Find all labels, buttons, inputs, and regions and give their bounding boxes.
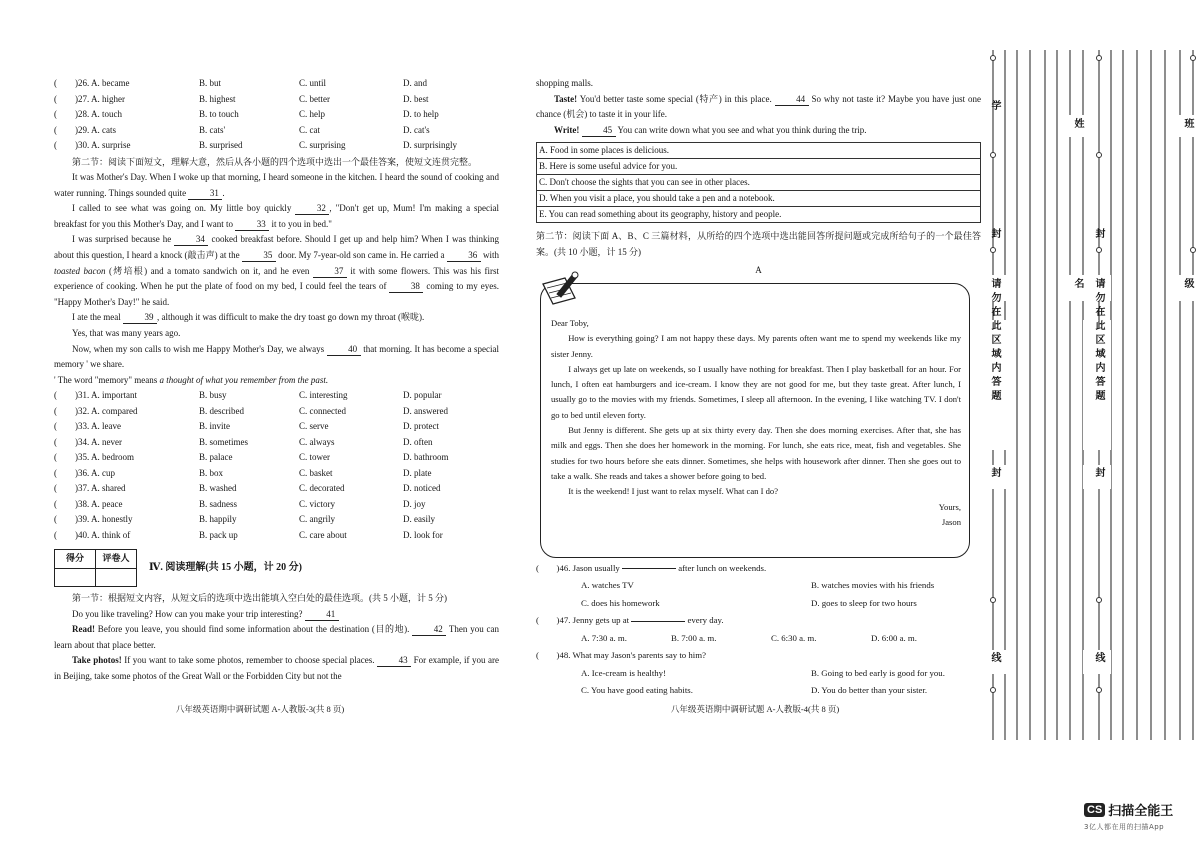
option-row [54, 528, 499, 544]
option-row [54, 450, 499, 466]
option-stem-a: ( )39. A. honestly [54, 514, 133, 525]
notepad-pencil-icon [535, 270, 585, 310]
option-b: B. to touch [199, 109, 239, 119]
option-d: D. often [403, 436, 433, 447]
letter-content: Dear Toby, How is everything going? I am not happy these days. My parents often want me to spend my weekends like my sister Jenny. I always get up late on weekends, so I usually have nothing for breakfast. Then I play basketball for an hour. For lunch, I often eat hamburgers and ice-cream. I know they are not good for me, but they taste great. After lunch, I usually go to the movies with my friends. Sometimes, I sleep all afternoon. In the evening, I like watching TV. I don't go to bed until eleven forty. But Jenny is different. She gets up at six thirty every day. Then she does morning exercises. After that, she has milk and eggs. Then she does her homework in the morning. For lunch, she eats rice, meat, fish and vegetables. She studies for two hours before she eats dinner. Sometimes, she helps with housework after dinner. Then she goes out to take a walk. She reads and takes a shower before going to bed. It is the weekend! I just want to relax myself. What can I do? Yours, Jason [551, 316, 961, 530]
binding-strip [975, 0, 1200, 847]
option-c: C. angrily [299, 514, 335, 525]
class-label: 班 [1182, 118, 1193, 132]
id-label: 学 [989, 100, 1000, 114]
option-d: D. easily [403, 514, 435, 525]
option-d: D. noticed [403, 483, 441, 494]
option-b: B. invite [199, 421, 230, 432]
option-b: B. cats' [199, 124, 226, 135]
option-b: B. sometimes [199, 436, 248, 447]
name-label-2: 名 [1072, 278, 1083, 292]
option-stem-a: ( )38. A. peace [54, 498, 123, 509]
option-row [54, 76, 499, 92]
option-stem-a: ( )35. A. bedroom [54, 452, 134, 463]
option-stem-a: ( )28. A. touch [54, 109, 122, 119]
option-stem-a: ( )29. A. cats [54, 124, 116, 135]
warning-text-1: 请勿在此区域内答题 [989, 278, 1000, 404]
option-b: B. sadness [199, 498, 237, 509]
option-row [54, 435, 499, 451]
option-stem-a: ( )30. A. surprise [54, 140, 131, 150]
question-46: ( )46. Jason usually after lunch on weekends. [536, 562, 767, 573]
right-page [520, 0, 990, 847]
left-page-footer: 八年级英语期中调研试题 A-人教版-3(共 8 页) [175, 704, 345, 714]
question-48: ( )48. What may Jason's parents say to him? [536, 650, 706, 661]
option-b: B. palace [199, 452, 233, 463]
seal-label: 封 [989, 228, 1000, 242]
seal-label-2: 封 [1093, 228, 1104, 242]
option-stem-a: ( )40. A. think of [54, 529, 131, 540]
option-b: B. busy [199, 390, 227, 401]
option-row [54, 466, 499, 482]
option-d: D. protect [403, 421, 439, 432]
question-47: ( )47. Jenny gets up at every day. [536, 615, 724, 626]
option-c: C. interesting [299, 390, 348, 401]
options-26-30 [54, 76, 499, 154]
class-label-2: 级 [1182, 278, 1193, 292]
option-a: A. Food in some places is delicious. [537, 143, 980, 159]
option-b: B. box [199, 467, 224, 478]
left-column [54, 76, 499, 685]
option-stem-a: ( )33. A. leave [54, 421, 121, 432]
option-b: B. Here is some useful advice for you. [537, 159, 980, 175]
letter-greeting: Dear Toby, [551, 318, 589, 328]
option-c: C. help [299, 109, 325, 119]
letter-signature: Jason [941, 516, 961, 527]
option-b: B. washed [199, 483, 237, 494]
option-stem-a: ( )36. A. cup [54, 467, 115, 478]
section4-title: Ⅳ. 阅读理解(共 15 小题，计 20 分) [149, 562, 303, 574]
option-b: B. but [199, 78, 222, 88]
warning-text-2: 请勿在此区域内答题 [1093, 278, 1104, 404]
option-stem-a: ( )32. A. compared [54, 405, 138, 416]
grader-label: 评卷人 [96, 550, 137, 569]
options-31-40 [54, 388, 499, 543]
right-page-footer: 八年级英语期中调研试题 A-人教版-4(共 8 页) [670, 704, 840, 714]
option-e: E. You can read something about its geography, history and people. [539, 209, 782, 220]
option-row [54, 138, 499, 154]
option-c: C. victory [299, 498, 335, 509]
option-d: D. When you visit a place, you should take a pen and a notebook. [537, 191, 980, 207]
option-d: D. popular [403, 390, 442, 401]
option-b: B. described [199, 405, 244, 416]
option-row [54, 92, 499, 108]
option-d: D. surprisingly [403, 140, 457, 150]
option-d: D. and [403, 78, 427, 88]
option-d: D. cat's [403, 124, 430, 135]
option-stem-a: ( )26. A. became [54, 78, 130, 88]
option-c: C. basket [299, 467, 333, 478]
binding-lines [975, 40, 1200, 800]
score-section [54, 549, 499, 587]
right-column-top: shopping malls. Taste! You'd better taste some special (特产) in this place. 44 So why not taste it? Maybe you have just one chance (机会) to taste it in your life. Write! 45 You can write down what you see and what you think during the trip. A. Food in some places is delicious. B. Here is some useful advice for you. C. Don't choose the sights that you can see in other places. D. When you visit a place, you should take a pen and a notebook. E. You can read something about its geography, history and people. 第二节：阅读下面 A、B、C 三篇材料，从所给的四个选项中选出能回答所提问题或完成所给句子的一个最佳答案。(共 10 小题，计 15 分) A [536, 76, 981, 278]
option-stem-a: ( )27. A. higher [54, 93, 125, 104]
option-c: C. Don't choose the sights that you can see in other places. [537, 175, 980, 191]
letter-closing: Yours, [938, 501, 961, 512]
camscanner-logo [1084, 800, 1173, 832]
travel-passage: Do you like traveling? How can you make your trip interesting? 41 Read! Before you leave, you should find some information about the destination (目的地). 42 Then you can learn about that place better. Take photos! If you want to take some photos, remember to choose special places. 43 For example, if you are in Beijing, take some photos of the Great Wall or the Forbidden City but not the [54, 608, 500, 681]
option-row [54, 388, 499, 404]
option-d: D. to help [403, 109, 439, 119]
options-box-41-45 [536, 142, 981, 223]
option-c: C. cat [299, 124, 320, 135]
option-row [54, 481, 499, 497]
seal-mark: 封 [989, 467, 1000, 481]
option-stem-a: ( )31. A. important [54, 390, 137, 401]
letter-box [540, 283, 970, 558]
mothers-day-passage: It was Mother's Day. When I woke up that morning, I heard someone in the kitchen. I heard the sound of cooking and water running. Things sounded quite 31 . I called to see what was going on. My little boy quickly 32 , "Don't get up, Mum! I'm making a special breakfast for you this Mother's Day, and I want to 33 it to you in bed." I was surprised because he 34 cooked breakfast before. Should I get up and help him? When I was thinking about this question, I heard a knock (敲击声) at the 35 door. My 7-year-old son came in. He carried a 36 with toasted bacon (烤培根) and a tomato sandwich on it, and he even 37 it with some flowers. This was his first experience of cooking. When he put the plate of food on my bed, I could feel the tears of 38 coming to my eyes. "Happy Mother's Day!" he said. I ate the meal 39 , although it was difficult to make the dry toast go down my throat (喉咙). Yes, that was many years ago. Now, when my son calls to wish me Happy Mother's Day, we always 40 that morning. It has become a special memory ' we share. ' The word "memory" means a thought of what you remember from the past. [54, 172, 500, 385]
cs-badge-icon: CS [1084, 803, 1105, 817]
score-table [54, 549, 137, 587]
option-c: C. serve [299, 421, 329, 432]
section2-instruction: 第二节：阅读下面短文，理解大意，然后从各小题的四个选项中选出一个最佳答案，使短文连贯完整。 [72, 156, 478, 167]
option-d: D. plate [403, 467, 432, 478]
name-label: 姓 [1072, 118, 1083, 132]
option-row [54, 419, 499, 435]
option-d: D. look for [403, 529, 443, 540]
left-page [0, 0, 520, 847]
option-d: D. best [403, 93, 429, 104]
option-row [54, 512, 499, 528]
logo-subtitle: 3亿人都在用的扫描App [1084, 823, 1165, 831]
line-mark-2: 线 [1093, 652, 1104, 666]
option-c: C. care about [299, 529, 347, 540]
logo-name: 扫描全能王 [1108, 804, 1174, 819]
option-d: D. answered [403, 405, 448, 416]
questions-46-48: ( )46. Jason usually after lunch on weekends. A. watches TV B. watches movies with his friends C. does his homework D. goes to sleep for two hours ( )47. Jenny gets up at every day. A. 7:30 a. m. B. 7:00 a. m. C. 6:30 a. m. D. 6:00 a. m. ( )48. What may Jason's parents say to him? A. Ice-cream is healthy! B. Going to bed early is good for you. C. You have good eating habits. D. You do better than your sister. [536, 560, 981, 700]
section1-instruction: 第一节：根据短文内容，从短文后的选项中选出能填入空白处的最佳选项。(共 5 小题，计 5 分) [72, 593, 447, 603]
option-c: C. tower [299, 452, 330, 463]
option-stem-a: ( )34. A. never [54, 436, 122, 447]
option-row [54, 497, 499, 513]
option-b: B. highest [199, 93, 236, 104]
option-b: B. happily [199, 514, 237, 525]
option-b: B. surprised [199, 140, 243, 150]
option-c: C. until [299, 78, 327, 88]
option-c: C. surprising [299, 140, 346, 150]
passage-label-a: A [755, 264, 762, 275]
option-c: C. connected [299, 405, 346, 416]
option-stem-a: ( )37. A. shared [54, 483, 126, 494]
seal-mark-2: 封 [1093, 467, 1104, 481]
option-c: C. decorated [299, 483, 345, 494]
score-label: 得分 [55, 550, 96, 569]
option-c: C. better [299, 93, 330, 104]
option-row [54, 107, 499, 123]
option-row [54, 123, 499, 139]
option-c: C. always [299, 436, 335, 447]
option-b: B. pack up [199, 529, 238, 540]
option-row [54, 404, 499, 420]
option-d: D. joy [403, 498, 426, 509]
line-mark: 线 [989, 652, 1000, 666]
option-d: D. bathroom [403, 452, 449, 463]
section2-instruction-b: 第二节：阅读下面 A、B、C 三篇材料，从所给的四个选项中选出能回答所提问题或完成所给句子的一个最佳答案。(共 10 小题，计 15 分) [536, 231, 981, 257]
